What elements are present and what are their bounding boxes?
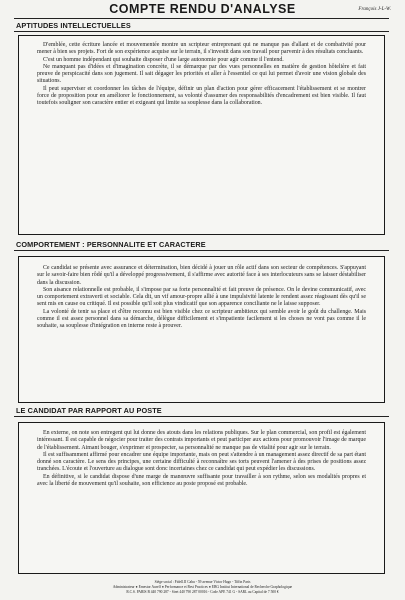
footer-line: Siège social : Fidell.II Cabu - 59 avenue Victor Hugo - Tiffin Paris <box>154 580 251 584</box>
footer-line: Administrateur ● Ernestor Aurelf ● Performance et Best Practices ● EBG Institut International de Recherche Graphologique <box>112 585 293 589</box>
author-signature: François J-L-W. <box>358 7 391 12</box>
section-heading-comportement: COMPORTEMENT : PERSONNALITE ET CARACTERE <box>16 240 206 249</box>
paragraph: D'emblée, cette écriture lancée et mouvementée montre un scripteur entreprenant qui ne manque pas d'allant et de combativité pour mener à bien ses projets. Fort de son expérience acquise sur le terrain, il s'investit dans son travail pour parvenir à des résultats concluants. <box>37 42 366 56</box>
footer <box>0 580 405 595</box>
paragraph: C'est un homme indépendant qui souhaite disposer d'une large autonomie pour agir comme il l'entend. <box>43 56 284 63</box>
paragraph: La volonté de tenir sa place et d'être reconnu est bien visible chez ce scripteur ambitieux qui semble avoir le goût du challenge. Mais comme il est assez personnel dans sa démarche, délègue difficilement et s'impatiente facilement si les choses ne vont pas comme il le souhaite, sa souplesse d'intégration en interne reste à prouver. <box>37 308 366 329</box>
paragraph: En définitive, si le candidat dispose d'une marge de manœuvre suffisante pour travailler à son rythme, selon ses modalités propres et avec la liberté de mouvement qu'il souhaite, son efficience au poste proposé est probable. <box>37 473 366 487</box>
paragraph: Ne manquant pas d'idées et d'imagination concrète, il se démarque par des vues personnelles en matière de gestion hôtelière et fait preuve de perspicacité dans son jugement. Il sait dégager les priorités et aller à l'essentiel ce qui lui permet d'avoir une vision globale des situations. <box>37 63 366 85</box>
paragraph: Il est suffisamment affirmé pour encadrer une équipe importante, mais on peut s'attendre à un management assez directif de sa part étant donné son caractère. Le sens des principes, une certaine difficulté à reconnaître ses torts peuvent l'amener à des prises de positions assez tranchées. L'écoute et l'ouverture au dialogue sont donc incertaines chez ce candidat qui peut expédier les discussions. <box>37 451 366 473</box>
page-title: COMPTE RENDU D'ANALYSE <box>109 2 296 16</box>
section-box-poste <box>18 422 385 574</box>
section-divider-aptitudes <box>14 31 389 32</box>
section-heading-aptitudes: APTITUDES INTELLECTUELLES <box>16 21 131 30</box>
section-box-comportement <box>18 256 385 403</box>
section-divider-comportement <box>14 250 389 251</box>
title-divider <box>14 18 389 19</box>
paragraph: Il peut superviser et coordonner les tâches de l'équipe, définir un plan d'action pour gérer efficacement l'établissement et se montrer force de proposition pour en améliorer le fonctionnement, sa volonté d'assumer des responsabilités d'encadrement est bien visible. Il faut toutefois souligner son caractère entier et exigeant qui limite sa souplesse dans la collaboration. <box>37 85 366 106</box>
section-divider-poste <box>14 416 389 417</box>
paragraph: Ce candidat se présente avec assurance et détermination, bien décidé à jouer un rôle actif dans son secteur de compétences. S'appuyant sur le savoir-faire bien rôdé qu'il a développé progressivement, il s'affirme avec autorité face à ses interlocuteurs sans se laisser déstabiliser dans la discussion. <box>37 265 366 286</box>
footer-line: R.C.S. PARIS B 440 790 287 - Siret 440 790 287 00016 - Code APE 741 G - SARL au Capital de 7 500 € <box>126 590 279 594</box>
paragraph: Son aisance relationnelle est probable, il s'impose par sa forte personnalité et fait preuve de présence. On le devine communicatif, avec un comportement extraverti et sociable. Cela dit, un vif amour-propre allié à une impulsivité latente le rendent assez réagissant dès qu'il se sent mis en cause ou critiqué. Il est possible qu'il soit plus vindicatif que son apparence conciliante ne le laisse supposer. <box>37 286 366 308</box>
section-heading-poste: LE CANDIDAT PAR RAPPORT AU POSTE <box>16 406 162 415</box>
paragraph: En externe, on note son entregent qui lui donne des atouts dans les relations publiques. Sur le plan commercial, son profil est également intéressant. Il est capable de négocier pour traiter des contrats importants et peut participer aux actions pour promouvoir l'image de marque de l'établissement. Aimant bouger, s'exprimer et prospecter, sa personnalité ne manque pas de vitalité pour agir sur le terrain. <box>37 430 366 451</box>
section-box-aptitudes <box>18 35 385 235</box>
